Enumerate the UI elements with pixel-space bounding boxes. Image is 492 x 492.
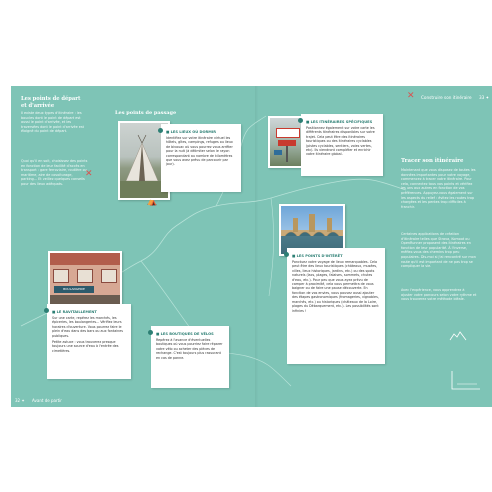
tracer-paragraph-3: Avec l'expérience, vous apprendrez à ajuster votre parcours selon votre rythme et vous trouverez votre méthode idéale. <box>401 288 477 302</box>
pin-icon <box>44 308 49 313</box>
shop-sign: BOULANGERIE <box>54 286 94 293</box>
pin-icon <box>148 330 153 335</box>
left-footer <box>15 398 62 403</box>
card-itineraires-specifiques <box>301 114 383 176</box>
left-title-line1: Les points de départ <box>21 96 81 102</box>
tracer-title: Tracer son itinéraire <box>401 158 464 164</box>
card-itineraires-heading: ■ LES ITINÉRAIRES SPÉCIFIQUES <box>306 120 373 124</box>
intro-paragraph: Il existe deux types d'itinéraire : les boucles dont le point de départ est aussi le point d'arrivée, et les traversées dont le point d'arrivée est éloigné du point de départ. <box>21 111 84 134</box>
card-boutiques-velos <box>151 326 229 388</box>
card-sites-text: Ponctuez votre voyage de lieux remarquables. Cela peut être des lieux touristiques (châteaux, musées, villes, lieux historiques, jardins, etc.) ou des spots naturels (lacs, plages, falaises, sommets, chutes d'eau, etc.). Pour peu que vous ayez prévu de camper à proximité, cela vous permettra de vous baigner ou de faire une pause découverte. En fonction de vos envies, vous pouvez aussi ajouter des étapes gastronomiques (fromageries, vignobles, marchés, etc.) ou historiques (châteaux de la Loire, plages du Débarquement, etc.). Les possibilités sont infinies ! <box>292 259 379 313</box>
card-ravitaillement <box>47 304 131 379</box>
card-lieux-text: Identifiez sur votre itinéraire virtuel les hôtels, gîtes, campings, refuges ou lieux de bivouac où vous pourrez vous arrêter pour la nuit (à délimiter selon le rayon correspondant au nombre de kilomètres que vous avez prévu de parcourir par jour). <box>166 135 233 167</box>
card-itineraires-text: Positionnez également sur votre carte les différents itinéraires disponibles sur votre trajet. Cela peut être des itinéraires touristiques ou des itinéraires cyclables (pistes cyclables, sentiers, voies vertes, etc). Ils viendront compléter et enrichir votre itinéraire global. <box>306 125 375 157</box>
left-running-title: Avant de partir <box>32 398 62 403</box>
right-header <box>421 95 489 100</box>
right-running-title: Construire son itinéraire <box>421 95 472 100</box>
left-title-line2: et d'arrivée <box>21 102 55 109</box>
card-points-interet <box>287 248 385 364</box>
card-ravitaillement-tip: Petite astuce : vous trouverez presque toujours une source d'eau à l'entrée des cimetières. <box>52 340 119 353</box>
pin-icon <box>298 118 303 123</box>
card-lieux-heading: ■ LES LIEUX OÙ DORMIR <box>166 130 216 134</box>
left-folio: 32 ✦ <box>15 398 25 403</box>
tent-icon: ⛺ <box>147 197 157 206</box>
book-spread <box>11 86 492 407</box>
card-velos-text: Repérez à l'avance d'éventuelles boutiques où vous pourriez faire réparer votre vélo ou acheter des pièces de rechange. C'est toujours plus rassurant en cas de panne. <box>156 337 223 360</box>
right-folio: 33 ✦ <box>478 95 490 100</box>
tracer-paragraph-2: Certaines applications de création d'itinéraire telles que Strava, Komoot ou OpenRunner proposent des itinéraires en fonction de leur popularité. À l'inverse, méfiez-vous des chemins trop peu populaires. Dis-moi si j'ai rencontré sur mon route qu'il est important de ne pas trop se compliquer la vie. <box>401 232 476 269</box>
pin-icon <box>158 128 163 133</box>
x-mark-left: ✕ <box>85 169 93 179</box>
card-ravitaillement-heading: ■ LE RAVITAILLEMENT <box>52 310 97 314</box>
x-mark-header: ✕ <box>407 91 415 101</box>
corner-bracket-icon <box>451 370 481 390</box>
card-velos-heading: ■ LES BOUTIQUES DE VÉLOS <box>156 332 214 336</box>
intro-paragraph-2: Quoi qu'il en soit, choisissez des points en fonction de leur facilité d'accès en transport : gare ferroviaire, routière ou maritime, aire de covoiturage, parking... Et veillez quelques conseils pour des lieux adéquats. <box>21 159 88 186</box>
card-ravitaillement-text: Sur une carte, repérez les marchés, les épiceries, les boulangeries... Vérifiez leurs horaires d'ouverture. Vous pourrez faire le plein d'eau dans des bars ou aux fontaines publiques. <box>52 315 123 338</box>
card-lieux-dormir <box>161 124 241 192</box>
tracer-paragraph: Maintenant que vous disposez de toutes les données importantes pour votre voyage, commencez à tracer votre itinéraire. Pour cela, connectez tous vos points et vérifiez les uns aux autres en fonction de vos préférences. Appuyez-vous également sur les aspects du relief : évitez les routes trop chargées et les pentes trop difficiles à franchir. <box>401 168 476 209</box>
card-sites-heading: ■ LES POINTS D'INTÉRÊT <box>292 254 343 258</box>
pin-icon <box>284 252 289 257</box>
passage-title: Les points de passage <box>115 110 177 116</box>
mountain-icon <box>449 331 467 341</box>
